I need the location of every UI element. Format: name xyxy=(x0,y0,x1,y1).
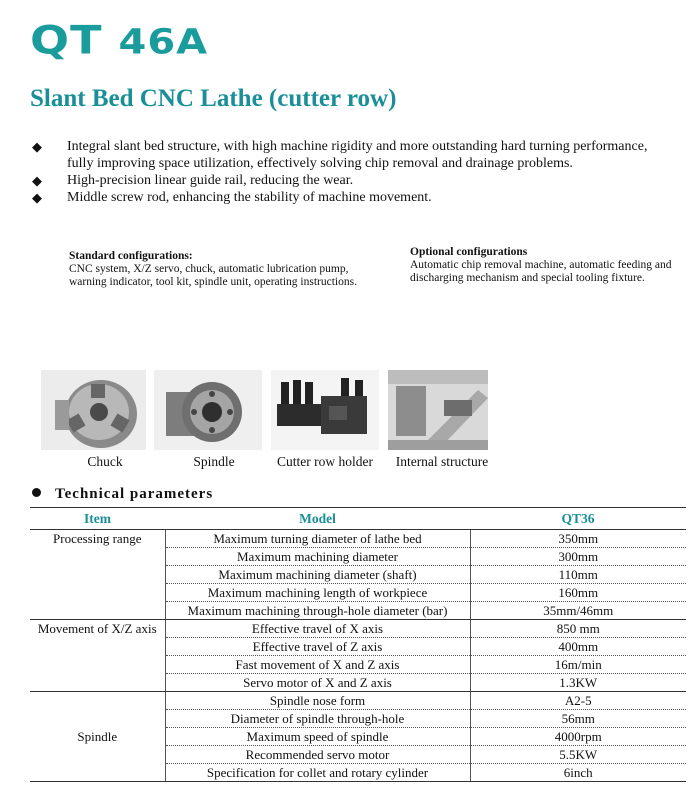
param-name: Effective travel of X axis xyxy=(165,620,470,638)
feature-item xyxy=(32,172,672,189)
param-name: Maximum machining through-hole diameter (bar) xyxy=(165,602,470,620)
table-row xyxy=(30,620,686,638)
feature-item xyxy=(32,189,672,206)
optional-heading: Optional configurations xyxy=(410,246,528,258)
param-value: 160mm xyxy=(470,584,686,602)
group-label: Movement of X/Z axis xyxy=(30,620,165,692)
param-name: Maximum turning diameter of lathe bed xyxy=(165,530,470,548)
param-value: 350mm xyxy=(470,530,686,548)
param-value: 5.5KW xyxy=(470,746,686,764)
param-name: Maximum machining diameter (shaft) xyxy=(165,566,470,584)
tech-params-table xyxy=(30,507,686,782)
feature-text: High-precision linear guide rail, reducing the wear. xyxy=(67,173,354,188)
param-name: Specification for collet and rotary cylinder xyxy=(165,764,470,782)
logo-model: 46A xyxy=(118,22,209,63)
image-caption: Spindle xyxy=(193,454,235,469)
param-name: Diameter of spindle through-hole xyxy=(165,710,470,728)
param-value: 110mm xyxy=(470,566,686,584)
diamond-bullet-icon: ◆ xyxy=(32,190,42,205)
diamond-bullet-icon: ◆ xyxy=(32,173,42,188)
param-value: 4000rpm xyxy=(470,728,686,746)
group-label: Spindle xyxy=(30,692,165,782)
column-header-model: Model xyxy=(165,508,470,530)
param-value: 6inch xyxy=(470,764,686,782)
image-caption: Cutter row holder xyxy=(277,454,373,469)
chuck-photo xyxy=(41,370,146,450)
param-value: 16m/min xyxy=(470,656,686,674)
group-label: Processing range xyxy=(30,530,165,620)
param-value: 35mm/46mm xyxy=(470,602,686,620)
table-row xyxy=(30,530,686,548)
param-name: Maximum speed of spindle xyxy=(165,728,470,746)
param-value: A2-5 xyxy=(470,692,686,710)
brand-logo xyxy=(30,16,209,64)
section-heading xyxy=(32,486,213,503)
image-caption: Internal structure xyxy=(395,454,489,469)
param-name: Servo motor of X and Z axis xyxy=(165,674,470,692)
standard-text: CNC system, X/Z servo, chuck, automatic lubrication pump, warning indicator, tool kit, spindle unit, operating instructions. xyxy=(69,263,357,288)
param-value: 1.3KW xyxy=(470,674,686,692)
diamond-bullet-icon: ◆ xyxy=(32,139,42,154)
param-value: 400mm xyxy=(470,638,686,656)
internal-structure-photo xyxy=(388,370,488,450)
bullet-dot-icon xyxy=(32,488,41,497)
param-name: Maximum machining diameter xyxy=(165,548,470,566)
column-header-item: Item xyxy=(30,508,165,530)
standard-configurations xyxy=(69,250,359,289)
param-name: Effective travel of Z axis xyxy=(165,638,470,656)
optional-configurations xyxy=(410,246,680,285)
param-name: Fast movement of X and Z axis xyxy=(165,656,470,674)
section-heading-text: Technical parameters xyxy=(55,486,214,502)
page-title: Slant Bed CNC Lathe (cutter row) xyxy=(30,85,397,112)
cutter-row-holder-photo xyxy=(271,370,379,450)
feature-text: Integral slant bed structure, with high machine rigidity and more outstanding hard turning performance, fully improving space utilization, effectively solving chip removal and drainage problems. xyxy=(67,139,648,171)
param-name: Spindle nose form xyxy=(165,692,470,710)
table-row xyxy=(30,692,686,710)
feature-text: Middle screw rod, enhancing the stability of machine movement. xyxy=(67,190,432,205)
standard-heading: Standard configurations: xyxy=(69,250,193,262)
optional-text: Automatic chip removal machine, automatic feeding and discharging mechanism and special tooling fixture. xyxy=(410,259,672,284)
image-caption: Chuck xyxy=(87,454,123,469)
param-name: Recommended servo motor xyxy=(165,746,470,764)
param-value: 300mm xyxy=(470,548,686,566)
spindle-photo xyxy=(154,370,262,450)
logo-brand: QT xyxy=(30,16,103,64)
param-value: 850 mm xyxy=(470,620,686,638)
param-value: 56mm xyxy=(470,710,686,728)
feature-item xyxy=(32,138,672,172)
column-header-value: QT36 xyxy=(470,508,686,530)
feature-list xyxy=(32,138,672,206)
param-name: Maximum machining length of workpiece xyxy=(165,584,470,602)
